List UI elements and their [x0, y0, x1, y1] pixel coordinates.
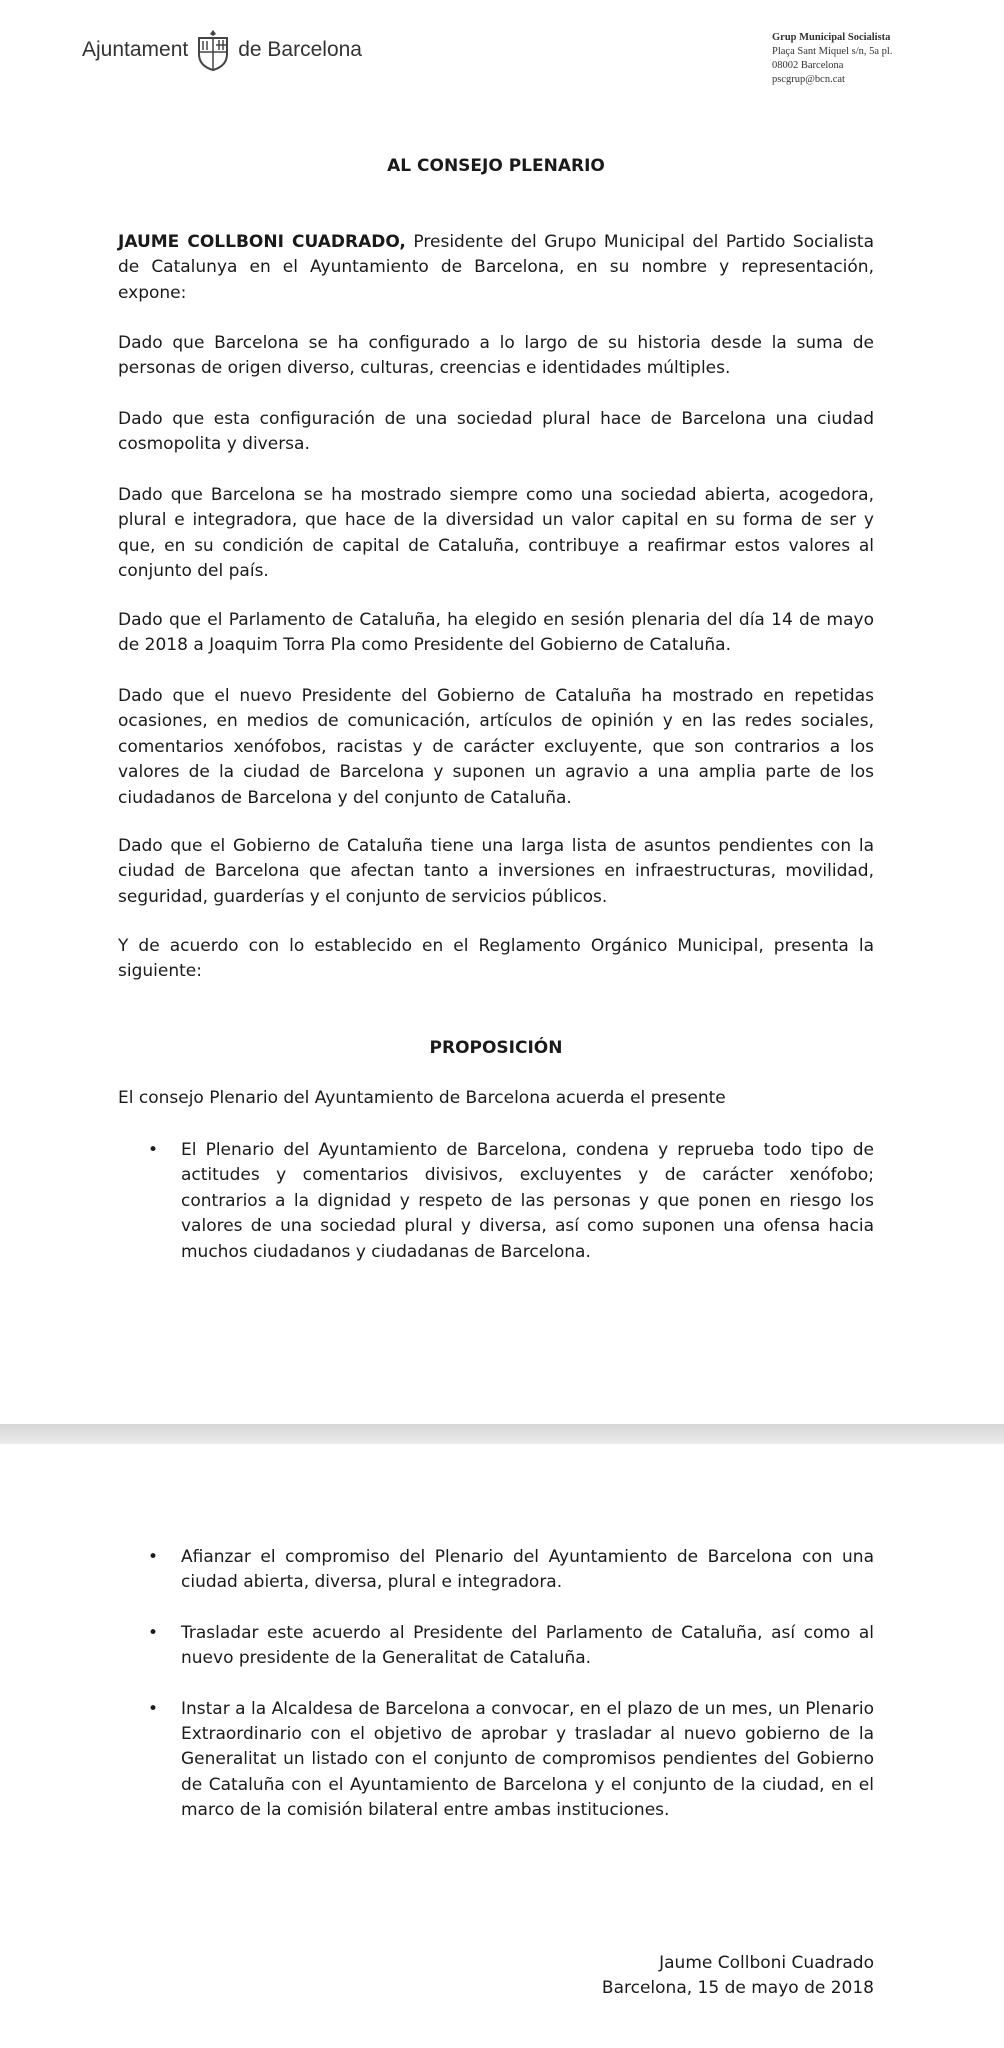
list-item: [118, 1138, 874, 1265]
document-title: AL CONSEJO PLENARIO: [387, 156, 605, 176]
logo-text-left: Ajuntament: [82, 38, 189, 61]
logo-text-right: de Barcelona: [238, 38, 362, 61]
signature-block: [602, 1951, 874, 2002]
address-title: Grup Municipal Socialista: [772, 32, 891, 43]
resolution-list-page1: [118, 1138, 874, 1265]
proposicion-title: PROPOSICIÓN: [429, 1038, 563, 1058]
author-name: JAUME COLLBONI CUADRADO,: [118, 232, 406, 252]
address-email: pscgrup@bcn.cat: [772, 74, 845, 85]
list-item-text: Afianzar el compromiso del Plenario del Ayuntamiento de Barcelona con una ciudad abierta, diversa, plural e integradora.: [181, 1547, 874, 1593]
signature-name: Jaume Collboni Cuadrado: [659, 1953, 874, 1973]
bullet-marker: •: [148, 1698, 159, 1719]
paragraph: Dado que el nuevo Presidente del Gobierno de Cataluña ha mostrado en repetidas ocasiones, en medios de comunicación, artículos de opinión y en las redes sociales, comentarios xenófobos, racistas y de carácter excluyente, que son contrarios a los valores de la ciudad de Barcelona y suponen un agravio a una amplia parte de los ciudadanos de Barcelona y del conjunto de Cataluña.: [118, 686, 874, 808]
resolution-list-page2: [118, 1545, 874, 1824]
list-item: [118, 1697, 874, 1824]
letterhead-logo: [82, 28, 362, 72]
paragraph: Dado que el Parlamento de Cataluña, ha elegido en sesión plenaria del día 14 de mayo de 2018 a Joaquim Torra Pla como Presidente del Gobierno de Cataluña.: [118, 610, 874, 656]
paragraph: Y de acuerdo con lo establecido en el Reglamento Orgánico Municipal, presenta la siguiente:: [118, 936, 874, 982]
intro-paragraph: [118, 230, 874, 306]
list-item-text: El Plenario del Ayuntamiento de Barcelona, condena y reprueba todo tipo de actitudes y comentarios divisivos, excluyentes y de carácter xenófobo; contrarios a la dignidad y respeto de las personas y que ponen en riesgo los valores de una sociedad plural y diversa, así como suponen una ofensa hacia muchos ciudadanos y ciudadanas de Barcelona.: [181, 1140, 874, 1262]
paragraph: Dado que esta configuración de una sociedad plural hace de Barcelona una ciudad cosmopolita y diversa.: [118, 409, 874, 455]
list-item-text: Trasladar este acuerdo al Presidente del Parlamento de Cataluña, así como al nuevo presidente de la Generalitat de Cataluña.: [181, 1622, 874, 1669]
paragraph: Dado que el Gobierno de Cataluña tiene una larga lista de asuntos pendientes con la ciudad de Barcelona que afectan tanto a inversiones en infraestructuras, movilidad, seguridad, guarderías y el conjunto de servicios públicos.: [118, 836, 874, 907]
paragraph: Dado que Barcelona se ha configurado a lo largo de su historia desde la suma de personas de origen diverso, culturas, creencias e identidades múltiples.: [118, 333, 874, 379]
sender-address: [772, 31, 892, 87]
city-shield-icon: [193, 28, 233, 72]
address-line: Plaça Sant Miquel s/n, 5a pl.: [772, 46, 893, 57]
page-separator: [0, 1424, 1004, 1444]
paragraph: Dado que Barcelona se ha mostrado siempre como una sociedad abierta, acogedora, plural e integradora, que hace de la diversidad un valor capital en su forma de ser y que, en su condición de capital de Cataluña, contribuye a reafirmar estos valores al conjunto del país.: [118, 485, 874, 582]
signature-place-date: Barcelona, 15 de mayo de 2018: [601, 1978, 874, 1999]
address-line: 08002 Barcelona: [772, 60, 844, 71]
proposicion-intro: El consejo Plenario del Ayuntamiento de Barcelona acuerda el presente: [118, 1088, 726, 1108]
bullet-marker: •: [148, 1547, 159, 1567]
list-item: [118, 1621, 874, 1672]
list-item: [118, 1545, 874, 1596]
intro-text: Presidente del Grupo Municipal del Partido Socialista de Catalunya en el Ayuntamiento de Barcelona, en su nombre y representación, expone:: [118, 232, 875, 303]
list-item-text: Instar a la Alcaldesa de Barcelona a convocar, en el plazo de un mes, un Plenario Extraordinario con el objetivo de aprobar y trasladar al nuevo gobierno de la Generalitat un listado con el conjunto de compromisos pendientes del Gobierno de Cataluña con el Ayuntamiento de Barcelona y el conjunto de la ciudad, en el marco de la comisión bilateral entre ambas instituciones.: [181, 1698, 874, 1821]
bullet-marker: •: [148, 1622, 159, 1643]
bullet-marker: •: [148, 1140, 159, 1160]
